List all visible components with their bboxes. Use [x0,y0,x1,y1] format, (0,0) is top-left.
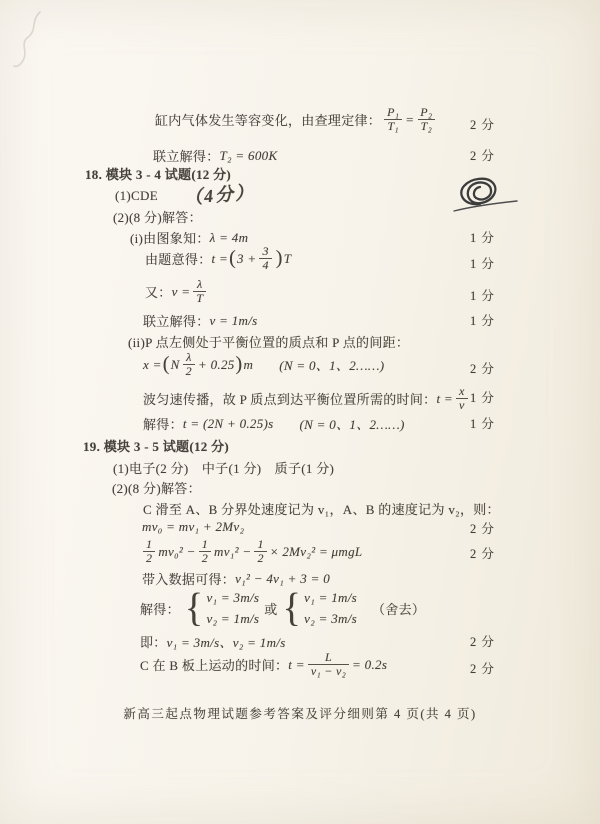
fraction-x-v: $\frac{x}{v}$ [456,385,468,413]
case-values: v₁ = 1m/s v₂ = 3m/s [304,589,357,626]
score-label: 1 分 [470,391,495,405]
open-paren: ( [162,353,170,376]
fraction-lambda-t: $\frac{\lambda}{T}$ [193,278,206,306]
line-math: v₁ = 3m/s、v₂ = 1m/s [166,635,286,650]
answer-line-propagation-time [0,385,600,413]
case-values: v₁ = 3m/s v₂ = 1m/s [206,589,260,626]
score-label: 2 分 [470,547,495,561]
close-paren: ) [235,353,243,376]
left-brace: { [282,585,302,631]
close-paren: ) [275,247,283,270]
or-text: 或 [264,601,278,617]
score-label: 2 分 [470,149,495,163]
fraction-one-half: $\frac{1}{2}$ [254,538,266,566]
line-text: (i)由图象知： [130,231,210,246]
fraction-p2-t2: $\frac{\text{P₂}}{\text{T₂}}$ [417,106,435,134]
line-math: N [170,356,180,372]
condition-text: (N = 0、1、2……) [299,417,405,432]
line-math: 3 + [237,250,257,266]
header-text: 19. 模块 3 - 5 试题(12 分) [83,439,230,454]
line-math: T [283,250,292,266]
line-text: 联立解得： [153,149,220,164]
condition-text: (N = 0、1、2……) [279,358,385,374]
line-text: (1)电子(2 分) 中子(1 分) 质子(1 分) [113,461,335,476]
answer-line-period-time [0,245,600,273]
line-math: v₁² − 4v₁ + 3 = 0 [235,570,331,586]
line-math: v = 1m/s [209,312,258,328]
score-label: 1 分 [470,417,495,431]
line-text: 带入数据可得： [142,572,236,587]
score-label: 2 分 [470,635,495,649]
answer-line-final-velocities [0,632,600,651]
line-text: 缸内气体发生等容变化，由查理定律： [155,113,382,129]
line-math: t = [288,656,305,672]
answer-line-setup [0,499,600,518]
line-math: mv₁² − [214,543,252,559]
answer-line-t2-result [0,146,600,165]
answer-line-time-result [0,414,600,433]
fraction-one-half: $\frac{1}{2}$ [143,538,155,566]
answer-line-energy [0,536,600,566]
line-text: (2)(8 分)解答： [113,210,202,225]
score-label: 1 分 [470,231,495,245]
line-math: v = [171,283,191,299]
line-text: (ii)P 点左侧处于平衡位置的质点和 P 点的间距： [128,335,410,350]
answer-line-19-1 [0,458,600,477]
score-label: 2 分 [470,522,495,536]
line-text: 解得： [143,417,183,432]
equals-sign: = [405,111,415,127]
line-math: m [243,356,254,372]
line-text: (2)(8 分)解答： [112,481,201,496]
open-paren: ( [229,247,237,270]
score-label: 1 分 [470,257,495,271]
score-label: 2 分 [470,118,495,132]
answer-line-solution-system [0,585,600,631]
fraction-lambda-2: $\frac{\lambda}{2}$ [183,351,195,379]
line-math: λ = 4m [209,229,249,245]
line-text: 由题意得： [145,252,212,268]
line-text: (1)CDE [115,188,158,203]
line-text: C 滑至 A、B 分界处速度记为 v₁，A、B 的速度记为 v₂，则： [143,502,500,517]
line-text: 又： [145,285,172,301]
fraction-one-half: $\frac{1}{2}$ [199,538,211,566]
line-text: 波匀速传播，故 P 质点到达平衡位置所需的时间： [143,392,437,408]
fraction-l-over-dv: $\frac{L}{\text{v₁ − v₂}}$ [308,651,349,679]
fraction-p1-t1: $\frac{\text{P₁}}{\text{T₁}}$ [384,106,402,134]
line-text: 解得： [140,601,180,617]
line-math: T₂ = 600K [219,147,278,163]
line-text: 联立解得： [143,314,210,329]
line-math: mv₀ = mv₁ + 2Mv₂ [142,519,245,534]
answer-line-momentum [0,519,600,535]
line-text: C 在 B 板上运动的时间： [140,658,289,674]
answer-line-charles-law [0,106,600,134]
left-brace: { [184,585,204,631]
answer-line-part-ii [0,332,600,351]
score-label: 2 分 [470,362,495,376]
discard-note: （舍去） [371,601,426,617]
line-text: 即： [140,635,167,650]
score-label: 1 分 [470,289,495,303]
handwritten-score-mark: （4分） [183,181,256,209]
answer-line-speed-result [0,311,600,330]
score-label: 1 分 [470,314,495,328]
fraction-3-4: $\frac{3}{4}$ [259,245,271,273]
answer-line-wave-speed [0,278,600,306]
pencil-smudge-artifact [8,8,60,72]
answer-line-18-2 [0,207,600,226]
answer-line-x-expression [0,351,600,379]
line-math: = 0.2s [352,656,388,672]
line-math: x = [143,356,162,372]
line-math: + 0.25 [197,356,235,372]
line-math: t = [211,250,229,266]
score-label: 2 分 [470,662,495,676]
line-math: t = (2N + 0.25)s [182,415,274,431]
question-19-header [0,436,600,455]
line-math: t = [436,390,453,406]
line-math: × 2Mv₂² = μmgL [269,543,363,559]
answer-line-time-on-b [0,651,600,679]
case-group-2 [282,585,357,631]
line-math: mv₀² − [158,543,196,559]
header-text: 18. 模块 3 - 4 试题(12 分) [85,167,232,182]
page-footer: 新高三起点物理试题参考答案及评分细则第 4 页(共 4 页) [123,707,477,721]
answer-line-19-2 [0,478,600,497]
case-group-1 [184,585,260,631]
